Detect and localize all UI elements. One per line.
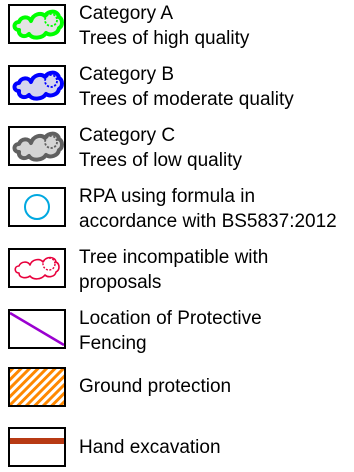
incompatible-swatch: [8, 248, 66, 288]
ground-protection-swatch: [8, 367, 66, 407]
category-c-swatch: [8, 126, 66, 166]
category-c-label: [79, 123, 242, 173]
category-a-swatch: [8, 4, 66, 44]
category-a-label: [79, 1, 249, 51]
ground-protection-text: Ground protection: [79, 376, 232, 397]
category-b-description: Trees of moderate quality: [79, 89, 294, 110]
incompatible-label: [79, 245, 268, 295]
rpa-line-1: RPA using formula in: [79, 186, 256, 207]
incompatible-line-1: Tree incompatible with: [79, 247, 269, 268]
hand-excavation-label: [79, 435, 221, 460]
tree-canopy-blue-icon: [10, 67, 64, 103]
category-c-description: Trees of low quality: [79, 150, 242, 171]
ground-protection-label: [79, 374, 231, 399]
category-b-label: [79, 62, 294, 112]
tree-outline-red-icon: [10, 250, 64, 286]
fencing-line-1: Location of Protective: [79, 308, 262, 329]
fencing-line-icon: [10, 311, 64, 347]
fencing-line-2: Fencing: [79, 333, 147, 354]
category-b-title: Category B: [79, 64, 175, 85]
hatched-fill-icon: [10, 369, 64, 405]
category-c-title: Category C: [79, 125, 176, 146]
tree-canopy-grey-icon: [10, 128, 64, 164]
hand-excavation-swatch: [8, 427, 66, 467]
fencing-label: [79, 306, 262, 356]
tree-canopy-green-icon: [10, 6, 64, 42]
incompatible-line-2: proposals: [79, 272, 162, 293]
rpa-label: [79, 184, 337, 234]
hand-excavation-text: Hand excavation: [79, 437, 221, 458]
category-b-swatch: [8, 65, 66, 105]
rpa-circle-icon: [10, 189, 64, 225]
fencing-swatch: [8, 309, 66, 349]
rpa-swatch: [8, 187, 66, 227]
excavation-band-icon: [10, 429, 64, 465]
category-a-description: Trees of high quality: [79, 28, 250, 49]
category-a-title: Category A: [79, 3, 173, 24]
rpa-line-2: accordance with BS5837:2012: [79, 211, 337, 232]
